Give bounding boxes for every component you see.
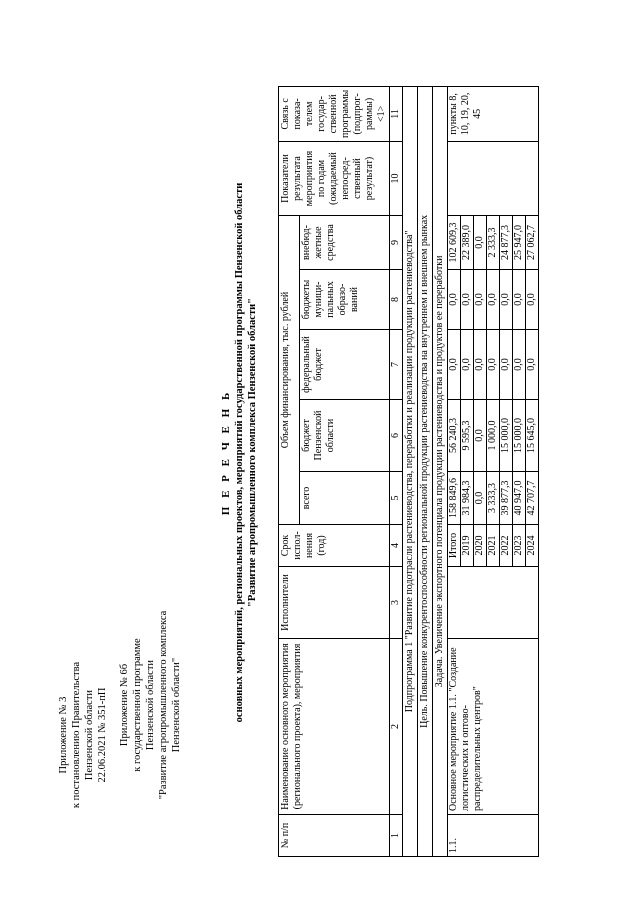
year-cell: 2021 — [487, 525, 500, 567]
extra-cell: 27 062,7 — [526, 216, 539, 270]
column-number-row — [390, 86, 403, 856]
federal-cell: 0,0 — [500, 330, 513, 400]
federal-cell: 0,0 — [513, 330, 526, 400]
year-cell: 2020 — [474, 525, 487, 567]
municipal-cell: 0,0 — [513, 270, 526, 330]
total-cell: 40 947,0 — [513, 472, 526, 525]
appendix-resolution: к постановлению Правительства — [71, 661, 82, 809]
appendix-program-block — [118, 575, 183, 835]
municipal-cell: 0,0 — [448, 270, 461, 330]
total-cell: 158 849,6 — [448, 472, 461, 525]
total-cell: 39 877,3 — [500, 472, 513, 525]
regional-cell: 15 000,0 — [513, 400, 526, 472]
regional-cell: 56 240,3 — [448, 400, 461, 472]
appendix-region: Пензенской области — [84, 689, 95, 781]
appendix-date-number: 22.06.2021 № 351-пП — [97, 687, 108, 783]
year-cell: 2024 — [526, 525, 539, 567]
title-heading: П Е Р Е Ч Е Н Ь — [220, 389, 232, 516]
year-cell: Итого — [448, 525, 461, 567]
extra-cell: 24 877,3 — [500, 216, 513, 270]
federal-cell: 0,0 — [474, 330, 487, 400]
column-number: 9 — [390, 216, 403, 270]
header-link: Связь с показа-телем государ-ственной программы (подпрог-раммы) <1> — [279, 86, 390, 141]
column-number: 2 — [390, 639, 403, 815]
total-cell: 42 707,7 — [526, 472, 539, 525]
extra-cell: 22 389,0 — [461, 216, 474, 270]
column-number: 3 — [390, 567, 403, 639]
column-number: 10 — [390, 142, 403, 216]
column-number: 5 — [390, 472, 403, 525]
program-appendix-number: Приложение № 6б — [119, 663, 130, 747]
subprogram-row — [403, 86, 418, 856]
subprogram-title: Подпрограмма 1 "Развитие подотрасли растениеводства, переработки и реализации продукции растениеводства" — [403, 86, 418, 856]
item-link: пункты 8, 10, 19, 20, 45 — [448, 86, 539, 141]
total-cell: 3 333,3 — [487, 472, 500, 525]
document-title — [220, 0, 259, 905]
header-financing: Объем финансирования, тыс. рублей — [279, 216, 300, 525]
table-header-row — [279, 86, 300, 856]
regional-cell: 15 645,0 — [526, 400, 539, 472]
municipal-cell: 0,0 — [474, 270, 487, 330]
goal-text: Цель. Повышение конкурентоспособности региональной продукции растениеводства на внутреннем и внешнем рынках — [418, 86, 433, 856]
task-text: Задача. Увеличение экспортного потенциала продукции растениеводства и продуктов ее переработки — [433, 86, 448, 856]
column-number: 6 — [390, 400, 403, 472]
federal-cell: 0,0 — [448, 330, 461, 400]
federal-cell: 0,0 — [461, 330, 474, 400]
column-number: 8 — [390, 270, 403, 330]
regional-cell: 0,0 — [474, 400, 487, 472]
federal-cell: 0,0 — [526, 330, 539, 400]
header-extra: внебюд-жетные средства — [300, 216, 390, 270]
year-cell: 2022 — [500, 525, 513, 567]
item-executors — [448, 567, 539, 639]
column-number: 1 — [390, 815, 403, 857]
appendix-resolution-block — [57, 645, 109, 825]
header-indicators: Показатели результата мероприятия по годам (ожидаемый непосред-ственный результат) — [279, 142, 390, 216]
header-name: Наименование основного мероприятия (регионального проекта), мероприятия — [279, 639, 390, 815]
header-executors: Исполнители — [279, 567, 390, 639]
extra-cell: 2 333,3 — [487, 216, 500, 270]
header-num: № п/п — [279, 815, 390, 857]
year-cell: 2019 — [461, 525, 474, 567]
title-line-1: основных мероприятий, региональных проектов, мероприятий государственной программы Пензенской области — [234, 182, 245, 723]
item-name: Основное мероприятие 1.1. "Создание логистических и оптово-распределительных центров" — [448, 639, 539, 815]
item-indicators — [448, 142, 539, 216]
total-cell: 31 984,3 — [461, 472, 474, 525]
extra-cell: 102 609,3 — [448, 216, 461, 270]
program-appendix-name-1: "Развитие агропромышленного комплекса — [158, 610, 169, 800]
item-num: 1.1. — [448, 815, 539, 857]
extra-cell: 25 947,0 — [513, 216, 526, 270]
column-number: 4 — [390, 525, 403, 567]
header-total: всего — [300, 472, 390, 525]
column-number: 7 — [390, 330, 403, 400]
table-row — [448, 86, 461, 856]
task-row — [433, 86, 448, 856]
extra-cell: 0,0 — [474, 216, 487, 270]
header-term: Срок испол-нения (год) — [279, 525, 390, 567]
appendix-number: Приложение № 3 — [58, 696, 69, 774]
measures-table — [278, 86, 539, 857]
municipal-cell: 0,0 — [526, 270, 539, 330]
year-cell: 2023 — [513, 525, 526, 567]
header-municipal: бюджеты муници-пальных образо-ваний — [300, 270, 390, 330]
regional-cell: 1 000,0 — [487, 400, 500, 472]
goal-row — [418, 86, 433, 856]
program-appendix-name-2: Пензенской области" — [171, 657, 182, 753]
municipal-cell: 0,0 — [487, 270, 500, 330]
federal-cell: 0,0 — [487, 330, 500, 400]
program-appendix-ref: к государственной программе — [132, 638, 143, 772]
municipal-cell: 0,0 — [500, 270, 513, 330]
total-cell: 0,0 — [474, 472, 487, 525]
column-number: 11 — [390, 86, 403, 141]
header-regional: бюджет Пензенской области — [300, 400, 390, 472]
municipal-cell: 0,0 — [461, 270, 474, 330]
header-federal: федеральный бюджет — [300, 330, 390, 400]
regional-cell: 15 000,0 — [500, 400, 513, 472]
program-appendix-region: Пензенской области — [145, 659, 156, 751]
title-line-2: "Развитие агропромышленного комплекса Пензенской области" — [247, 297, 258, 608]
regional-cell: 9 595,3 — [461, 400, 474, 472]
